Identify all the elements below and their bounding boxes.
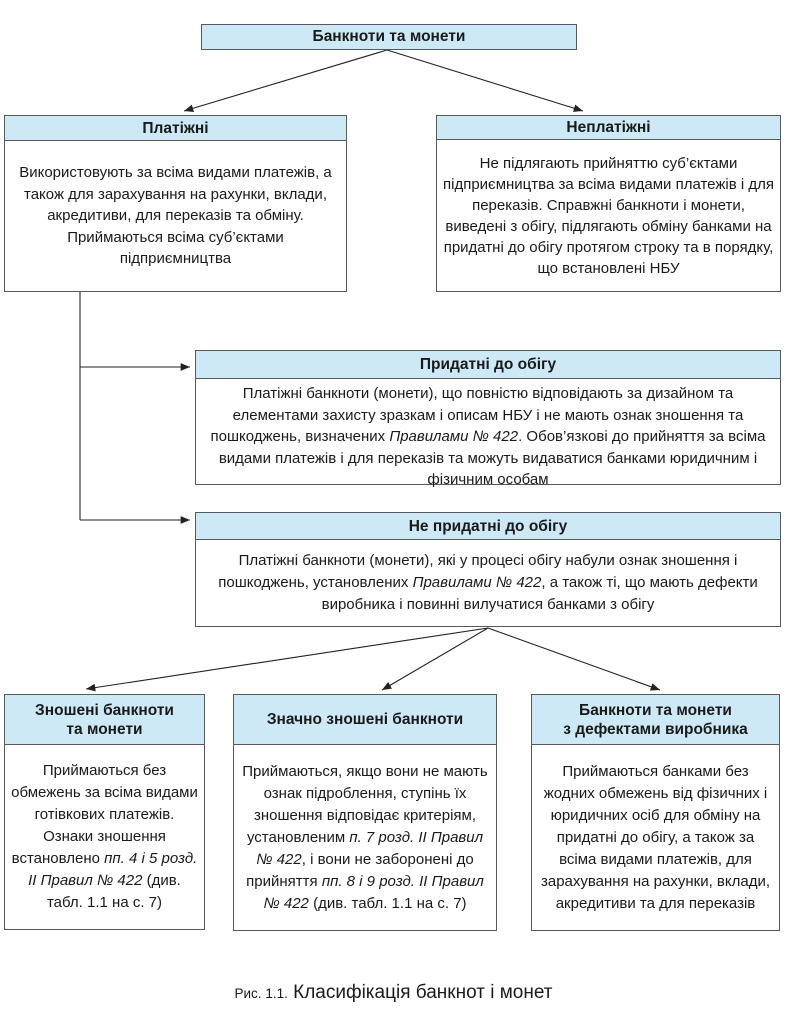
node-heavily-worn-header [234,695,496,745]
node-heavily-worn-body [234,745,496,930]
node-payable-title: Платіжні [142,119,209,137]
node-payable-body [5,141,346,291]
node-worn-title-line1: Зношені банкноти [35,701,174,719]
text-run: Приймаються без обмежень за всіма видами готівкових платежів. Ознаки зношення встановлено [11,762,198,867]
figure-title: Класифікація банкнот і монет [287,982,553,1003]
text-run: Приймаються банками без жодних обмежень від фізичних і юридичних осіб для обміну на придатні до обігу, а також за всіма видами платежів, для зарахування на рахунки, вклади, акредитиви та для переказів [540,762,771,912]
node-payable [4,115,347,292]
node-unsuitable-for-circulation [195,512,781,627]
text-run-italic: Правилами № 422 [389,428,519,445]
text-run: , і вони не заборонені до прийняття [246,850,474,890]
node-worn-header [5,695,204,745]
node-banknotes-and-coins [201,24,577,50]
text-run: Не підлягають прийняттю суб’єктами підприємництва за всіма видами платежів і для переказів. Справжні банкноти і монети, виведені з обігу, підлягають обміну банками на придатні до обігу протягом строку та в порядку, що встановлені НБУ [443,154,774,277]
node-unsuitable-title: Не придатні до обігу [408,517,568,535]
text-run: (див. табл. 1.1 на с. 7) [308,894,467,912]
text-run-italic: пп. 8 і 9 розд. II Правил № 422 [263,872,484,912]
text-run: , а також ті, що мають дефекти виробника і повинні вилучатися банками з обігу [321,574,758,613]
node-worn-title-line2: та монети [66,720,143,738]
node-worn-body [5,745,204,929]
node-defects-header [532,695,779,745]
node-nonpayable-body [437,140,780,291]
text-run: . Обов’язкові до прийняття за всіма видами платежів і для переказів та можуть видаватися банками юридичним і фізичним особам [218,428,766,488]
node-unsuitable-body [196,540,780,626]
text-run: Платіжні банкноти (монети), що повністю відповідають за дизайном та елементами захисту зразкам і описам НБУ і не мають ознак зношення та пошкоджень, визначених [210,385,744,445]
node-nonpayable-title: Неплатіжні [566,119,651,136]
node-defects-body [532,745,779,930]
node-manufacturer-defects [531,694,780,931]
figure-number: Рис. 1.1. [234,986,288,1001]
node-unsuitable-header [196,513,780,540]
text-run: Платіжні банкноти (монети), які у процесі обігу набули ознак зношення і пошкоджень, установлених [218,552,738,591]
node-nonpayable-header [437,116,780,140]
node-suitable-body [196,379,780,495]
node-heavily-worn-banknotes [233,694,497,931]
node-suitable-title: Придатні до обігу [419,356,557,373]
node-defects-title-line1: Банкноти та монети [579,701,732,719]
node-banknotes-and-coins-label: Банкноти та монети [312,28,466,45]
text-run-italic: п. 7 розд. II Правил № 422 [256,828,484,868]
node-payable-header [5,116,346,141]
node-nonpayable [436,115,781,292]
text-run: Використовують за всіма видами платежів, а також для зарахування на рахунки, вклади, акредитиви, для переказів та обміну. Приймаються всіма суб’єктами підприємництва [19,164,332,268]
node-heavily-worn-title: Значно зношені банкноти [266,711,464,728]
figure-caption [0,982,787,1004]
node-suitable-header [196,351,780,379]
text-run: Приймаються, якщо вони не мають ознак підроблення, ступінь їх зношення відповідає критеріям, установленим [242,762,488,846]
text-run: (див. табл. 1.1 на с. 7) [46,872,181,911]
text-run-italic: Правилами № 422 [412,574,542,591]
node-worn-banknotes [4,694,205,930]
text-run-italic: пп. 4 і 5 розд. II Правил № 422 [28,850,198,889]
node-defects-title-line2: з дефектами виробника [563,720,748,738]
node-suitable-for-circulation [195,350,781,488]
